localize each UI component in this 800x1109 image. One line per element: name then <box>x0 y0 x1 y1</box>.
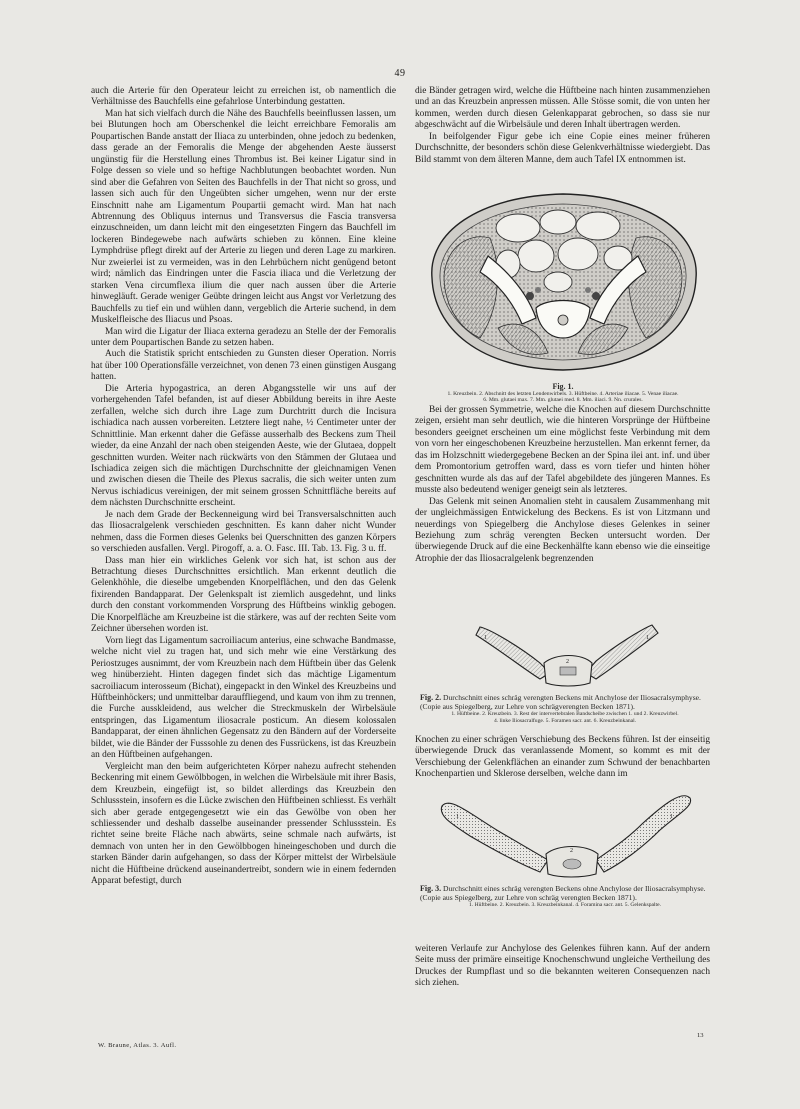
paragraph: Je nach dem Grade der Beckenneigung wird bei Transversalschnitten auch das Iliosacralgelenk verschieden geschnitten. Es kann daher nicht Wunder nehmen, dass die Formen dieses Gelenks bei Querschnitten des ganzen Körpers so verschieden ausfallen. Vergl. Pirogoff, a. a. O. Fasc. III. Tab. 13. Fig. 3 u. ff. <box>91 509 396 555</box>
figure-2-legend: 1. Hüftbeine. 2. Kreuzbein. 3. Rest der intervertebralen Bandscheibe zwischen 1. und 2. Kreuzwirbel. <box>451 711 679 718</box>
right-column-bottom <box>415 944 710 990</box>
figure-1-illustration <box>418 178 708 378</box>
paragraph: die Bänder getragen wird, welche die Hüftbeine nach hinten zusammenziehen und an das Kreuzbein anpressen müssen. Alle Stösse somit, die von unten her kommen, werden durch diesen Gelenkapparat gebrochen, so dass sie nur abgeschwächt auf die Wirbelsäule und deren Inhalt übertragen werden. <box>415 86 710 131</box>
paragraph: Dass man hier ein wirkliches Gelenk vor sich hat, ist schon aus der Betrachtung dieses Durchschnittes ersichtlich. Man erkennt deutlich die Gelenkhöhle, die dieselbe umgebenden Knorpelflächen, und den das Gelenk fixirenden Bandapparat. Der Gelenkspalt ist ziemlich ausgedehnt, und links durch den constant vorkommenden Vorsprung des Hüftbeins winklig gebogen. Die Knorpelfläche am Kreuzbeine ist die stärkere, was auf der rechten Seite vom Zeichner übersehen worden ist. <box>91 555 396 635</box>
paragraph: Knochen zu einer schrägen Verschiebung des Beckens führen. Ist der einseitig überwiegende Druck das veranlassende Moment, so kommt es mit der Verschiebung der Gelenkflächen an einander zum Schwund der benachbarten Knochenpartien und Sklerose derselben, welche dann im <box>415 735 710 780</box>
left-column <box>91 86 396 1046</box>
paragraph: Man hat sich vielfach durch die Nähe des Bauchfells beeinflussen lassen, um bei Blutungen hoch am Oberschenkel die leicht erreichbare Femoralis am Poupartischen Bande anstatt der Iliaca zu unterbinden, ohne jedoch zu bedenken, dass gerade an der Femoralis die Menge der abgehenden Aeste äusserst ungünstig für die Herstellung eines Thrombus ist. Bei keiner Ligatur sind in Folge dessen so viele und so heftige Nachblutungen beobachtet worden. Nun sind aber die Gefahren von Seiten des Bauchfells in der That nicht so gross, und lassen sich auch für den Ungeübten sicher umgehen, wenn nur der erste Einschnitt nahe am Ligamentum Poupartii gemacht wird. Man hat nach Abtrennung des Obliquus internus und Transversus die Fascia transversa einzuschneiden, um dann leicht mit den eingesetzten Fingern das Bauchfell im lockeren Bindegewebe nach aufwärts schieben zu können. Eine kleine Lymphdrüse pflegt direkt auf der Arterie zu liegen und deren Lage zu markiren. Nur zweierlei ist zu vermeiden, was in den Lehrbüchern nicht genügend betont wird; nämlich das Eindringen unter die Fascia iliaca und die Verletzung der starken Vena circumflexa ilium die quer nach aussen über die Arterie hinwegläuft. Gerade weniger Geübte dringen leicht aus Angst vor Verletzung des Bauchfells zu tief ein und wühlen dann, vergeblich die Arterie suchend, in dem Muskelfleische des Iliacus und Psoas. <box>91 108 396 326</box>
figure-1-legend: 6. Mm. glutaei max. 7. Mm. glutaei med. 8. Mm. iliaci. 9. Nn. crurales. <box>483 397 643 404</box>
svg-text:1: 1 <box>646 635 649 641</box>
page-number: 49 <box>394 68 406 79</box>
svg-text:1: 1 <box>484 635 487 641</box>
paragraph: Das Gelenk mit seinen Anomalien steht in causalem Zusammenhang mit der ungleichmässigen Entwickelung des Beckens. Es ist von Litzmann und neuerdings von Spiegelberg die Anchylose dieses Gelenkes in seiner Beziehung zum schräg verengten Becken untersucht worden. Der überwiegende Druck auf die eine Beckenhälfte kann ebenso wie die einseitige Atrophie der das Iliosacralgelenk begrenzenden <box>415 496 710 564</box>
right-column-top <box>415 86 710 166</box>
footer-citation: W. Braune, Atlas. 3. Aufl. <box>98 1042 177 1049</box>
right-column-middle <box>415 405 710 565</box>
svg-text:1: 1 <box>670 814 673 820</box>
figure-2-caption <box>420 694 710 724</box>
figure-2-legend: 4. linke Iliosacralfuge. 5. Foramen sacr. ant. 6. Kreuzbeinkanal. <box>493 717 637 724</box>
paragraph: Die Arteria hypogastrica, an deren Abgangsstelle wir uns auf der vorhergehenden Tafel befanden, ist auf dieser Abbildung bereits in ihre Aeste zerfallen, welche sich durch ihre Lage zum Durchtritt durch die Incisura ischiadica nach aussen vorbereiten. Letztere liegt nahe, ½ Centimeter unter der Schnittlinie. Man erkennt daher die Gefässe ausserhalb des Beckens zum Theil wieder, da eine Anzahl der nach oben steigenden Aeste, wie der Glutaea, doppelt geschnitten wurden. Weiter nach rückwärts von den Stämmen der Glutaea und Ischiadica zeigen sich die mächtigen Durchschnitte der gleichnamigen Venen und zwischen diesen die Theile des Plexus sacralis, die sich weiter unten zum Nervus ischiadicus vereinigen, der mit seinem grossen Schnittfläche bereits auf dem nächsten Durchschnitte erscheint. <box>91 383 396 509</box>
paragraph: weiteren Verlaufe zur Anchylose des Gelenkes führen kann. Auf der andern Seite muss der primäre einseitige Knochenschwund ungleiche Vertheilung des Druckes der Rumpflast und so die bekannten weiteren Consequenzen nach sich ziehen. <box>415 944 710 989</box>
figure-3-caption <box>420 885 710 909</box>
figure-3-caption-text: Durchschnitt eines schräg verengten Beckens ohne Anchylose der Iliosacralsymphyse. (Copie aus Spiegelberg, zur Lehre von schräg verengten Becken 1871). <box>420 884 706 902</box>
figure-1 <box>418 178 708 404</box>
paragraph: In beifolgender Figur gebe ich eine Copie eines meiner früheren Durchschnitte, der besonders schön diese Gelenkverhältnisse wiedergiebt. Das Bild stammt von dem älteren Manne, dem auch Tafel IX entnommen ist. <box>415 131 710 165</box>
paragraph: Auch die Statistik spricht entschieden zu Gunsten dieser Operation. Norris hat über 100 Operationsfälle verzeichnet, von denen 73 einen günstigen Ausgang hatten. <box>91 349 396 383</box>
figure-1-legend: 1. Kreuzbein. 2. Abschnitt des letzten Lendenwirbels. 3. Hüftbeine. 4. Arteriae iliacae. 5. Venae iliacae. <box>447 390 679 397</box>
svg-text:2: 2 <box>570 848 573 854</box>
figure-3 <box>420 784 710 909</box>
figure-2 <box>420 617 710 724</box>
figure-3-title: Fig. 3. <box>420 884 442 893</box>
paragraph: Bei der grossen Symmetrie, welche die Knochen auf diesem Durchschnitte zeigen, ersieht man sehr deutlich, wie die hinteren Vorsprünge der Hüftbeine besonders geeignet erscheinen um eine möglichst feste Verbindung mit dem von vorn her eingeschobenen Kreuzbeine herzustellen. Man erkennt ferner, da das im Holzschnitt wiedergegebene Becken an der Spina ilei ant. inf. und über dem Promontorium getroffen ward, dass es vorn tiefer und hinten höher geschnitten wurde als das auf der Tafel abgebildete des jüngeren Mannes. Es musste also bedeutend weniger geneigt sein als letzteres. <box>415 405 710 496</box>
right-column-lower <box>415 735 710 781</box>
figure-2-title: Fig. 2. <box>420 693 442 702</box>
paragraph: auch die Arterie für den Operateur leicht zu erreichen ist, ob namentlich die Verhältnisse des Bauchfells eine gefahrlose Unterbindung gestatten. <box>91 86 396 108</box>
svg-text:2: 2 <box>566 659 569 665</box>
paragraph: Vorn liegt das Ligamentum sacroiliacum anterius, eine schwache Bandmasse, welche nicht viel zu tragen hat, und sich mehr wie eine Verstärkung des Periostzuges ausnimmt, der vom Kreuzbein nach dem Hüftbein über das Gelenk weg hinüberzieht. Hinten dagegen findet sich das mächtige Ligamentum sacroiliacum interosseum (Bichat), eingepackt in den Winkel des Kreuzbeins und Hüftbeinhöckers; und unmittelbar darauffliegend, und kaum von ihm zu trennen, die Furche ausskleidend, aus welcher die Streckmuskeln der Wirbelsäule entspringen, das Ligamentum iliosacrale posticum. An diesem kolossalen Bandapparat, der einen ähnlichen Gegensatz zu den Bändern auf der Vorderseite bildet, wie die Bänder der Fusssohle zu denen des Fussrückens, ist das Kreuzbein an den Hüftbeinen aufgehangen. <box>91 635 396 761</box>
figure-1-title: Fig. 1. <box>552 382 574 391</box>
paragraph: Vergleicht man den beim aufgerichteten Körper nahezu aufrecht stehenden Beckenring mit einem Gewölbbogen, in welchen die Wirbelsäule mit ihrer Basis, dem Kreuzbein, eingefügt ist, so bildet allerdings das Kreuzbein den Schlussstein, insofern es die Lücke zwischen den Hüftbeinen schliesst. Es verhält sich aber gerade entgegengesetzt wie ein das Gewölbe von oben her schliessender und deshalb dasselbe auseinander pressender Schlussstein. Es richtet seine breite Fläche nach abwärts, seine schmale nach aufwärts, ist demnach von unten her in den Gewölbbogen hineingeschoben und durch die starken Bänder darin aufgehangen, so dass der Körper mittelst der Wirbelsäule nicht die Hüftbeine drückend auseinandertreibt, sondern wie in einem federnden Apparat befestigt, durch <box>91 761 396 887</box>
figure-3-legend: 1. Hüftbeine. 2. Kreuzbein. 3. Kreuzbeinkanal. 4. Foramina sacr. ant. 5. Gelenkspalte. <box>469 902 661 909</box>
svg-text:1: 1 <box>456 814 459 820</box>
figure-3-illustration <box>420 784 710 880</box>
footer-sheet-number: 13 <box>697 1032 704 1039</box>
figure-1-caption <box>418 383 708 404</box>
figure-2-illustration <box>420 617 710 689</box>
paragraph: Man wird die Ligatur der Iliaca externa geradezu an Stelle der der Femoralis unter dem Poupartischen Bande zu setzen haben. <box>91 326 396 348</box>
figure-2-caption-text: Durchschnitt eines schräg verengten Beckens mit Anchylose der Iliosacralsymphyse. (Copie aus Spiegelberg, zur Lehre von schrägverengten Becken 1871). <box>420 693 701 711</box>
